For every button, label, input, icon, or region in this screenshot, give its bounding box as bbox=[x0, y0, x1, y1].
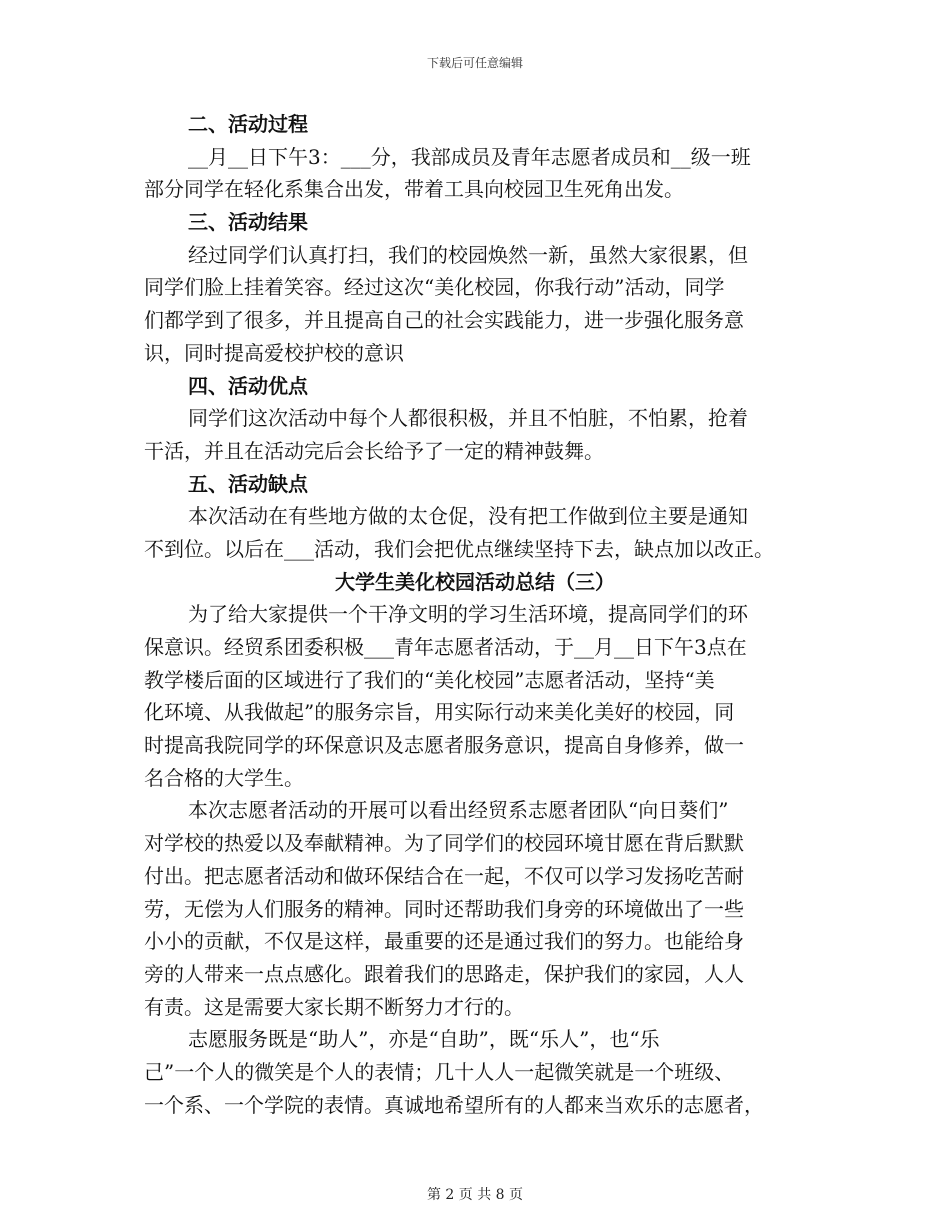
paragraph-line: 付出。把志愿者活动和做环保结合在一起，不仅可以学习发扬吃苦耐 bbox=[144, 863, 744, 888]
section-heading: 二、活动过程 bbox=[188, 112, 308, 136]
paragraph-line: 时提高我院同学的环保意识及志愿者服务意识，提高自身修养，做一 bbox=[144, 733, 744, 758]
paragraph-first-line: 经过同学们认真打扫，我们的校园焕然一新，虽然大家很累，但 bbox=[188, 242, 748, 267]
paragraph-line: 保意识。经贸系团委积极___青年志愿者活动，于__月__日下午3点在 bbox=[144, 635, 747, 659]
section-heading: 三、活动结果 bbox=[188, 210, 308, 235]
paragraph-line: 干活，并且在活动完后会长给予了一定的精神鼓舞。 bbox=[144, 438, 604, 463]
paragraph-line: 一个系、一个学院的表情。真诚地希望所有的人都来当欢乐的志愿者， bbox=[144, 1092, 764, 1117]
paragraph-line: 不到位。以后在___活动，我们会把优点继续坚持下去，缺点加以改正。 bbox=[144, 536, 774, 561]
document-title: 大学生美化校园活动总结（三） bbox=[335, 569, 615, 594]
paragraph-first-line: __月__日下午3：___分，我部成员及青年志愿者成员和__级一班 bbox=[188, 144, 751, 169]
paragraph-line: 名合格的大学生。 bbox=[144, 765, 304, 790]
paragraph-line: 旁的人带来一点点感化。跟着我们的思路走，保护我们的家园，人人 bbox=[144, 961, 744, 986]
paragraph-line: 们都学到了很多，并且提高自己的社会实践能力，进一步强化服务意 bbox=[144, 308, 744, 333]
paragraph-first-line: 同学们这次活动中每个人都很积极，并且不怕脏，不怕累，抢着 bbox=[188, 406, 748, 431]
paragraph-line: 有责。这是需要大家长期不断努力才行的。 bbox=[144, 994, 524, 1019]
page-header: 下载后可任意编辑 bbox=[426, 56, 523, 70]
paragraph-line: 小小的贡献，不仅是这样，最重要的还是通过我们的努力。也能给身 bbox=[144, 929, 744, 954]
paragraph-line: 对学校的热爱以及奉献精神。为了同学们的校园环境甘愿在背后默默 bbox=[144, 831, 744, 856]
section-heading: 四、活动优点 bbox=[188, 373, 308, 398]
paragraph-line: 化环境、从我做起”的服务宗旨，用实际行动来美化美好的校园，同 bbox=[144, 700, 735, 725]
section-heading: 五、活动缺点 bbox=[188, 471, 308, 496]
paragraph-line: 劳，无偿为人们服务的精神。同时还帮助我们身旁的环境做出了一些 bbox=[144, 896, 744, 921]
document-body bbox=[144, 108, 806, 1121]
paragraph-line: 部分同学在轻化系集合出发，带着工具向校园卫生死角出发。 bbox=[144, 177, 684, 202]
paragraph-first-line: 本次志愿者活动的开展可以看出经贸系志愿者团队“向日葵们” bbox=[188, 798, 729, 823]
page-footer: 第 2 页 共 8 页 bbox=[426, 1187, 524, 1203]
paragraph-first-line: 志愿服务既是“助人”，亦是“自助”，既“乐人”，也“乐 bbox=[188, 1027, 660, 1052]
paragraph-line: 识，同时提高爱校护校的意识 bbox=[144, 340, 404, 365]
paragraph-line: 同学们脸上挂着笑容。经过这次“美化校园，你我行动”活动，同学 bbox=[144, 275, 725, 300]
paragraph-first-line: 为了给大家提供一个干净文明的学习生活环境，提高同学们的环 bbox=[188, 602, 748, 627]
paragraph-line: 教学楼后面的区域进行了我们的“美化校园”志愿者活动，坚持“美 bbox=[144, 667, 715, 692]
paragraph-first-line: 本次活动在有些地方做的太仓促，没有把工作做到位主要是通知 bbox=[188, 504, 748, 529]
paragraph-line: 己”一个人的微笑是个人的表情；几十人人一起微笑就是一个班级、 bbox=[144, 1059, 735, 1084]
